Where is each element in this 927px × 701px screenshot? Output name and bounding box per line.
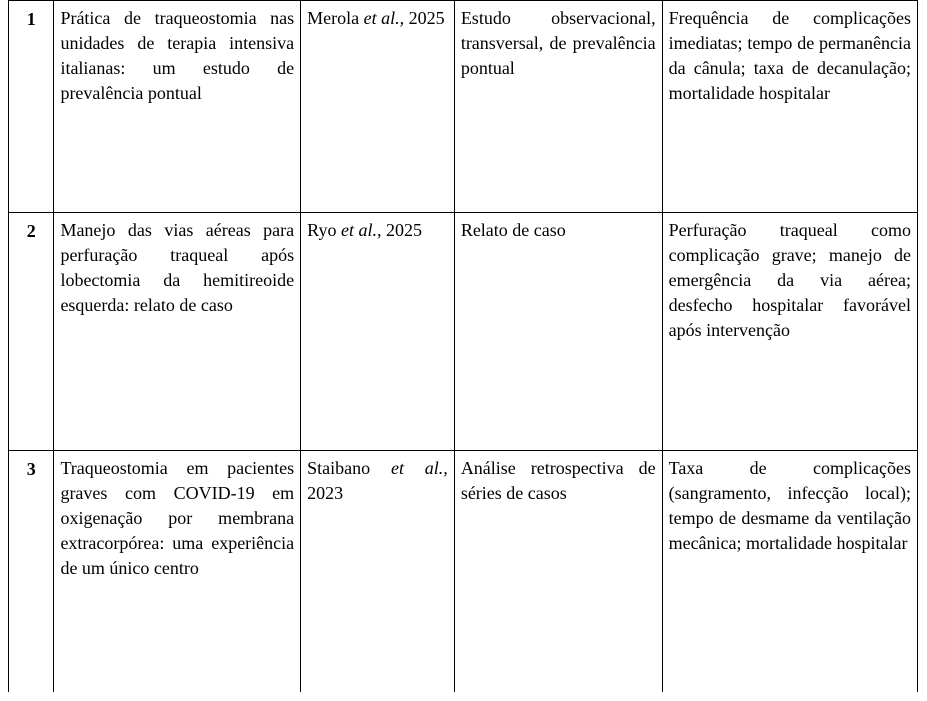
study-title: Manejo das vias aéreas para perfuração traqueal após lobectomia da hemitireoide esquerda: relato de caso xyxy=(54,213,301,451)
table-row xyxy=(9,1,918,213)
studies-table-wrapper xyxy=(8,0,918,692)
study-year: 2025 xyxy=(385,220,422,240)
study-outcomes: Taxa de complicações (sangramento, infecção local); tempo de desmame da ventilação mecânica; mortalidade hospitalar xyxy=(662,451,917,693)
author-name: Merola xyxy=(307,8,360,28)
study-design: Relato de caso xyxy=(454,213,662,451)
table-row xyxy=(9,213,918,451)
table-row xyxy=(9,451,918,693)
row-number: 3 xyxy=(9,451,54,693)
author-etal: et al., xyxy=(390,458,448,478)
study-title: Prática de traqueostomia nas unidades de terapia intensiva italianas: um estudo de prevalência pontual xyxy=(54,1,301,213)
study-author xyxy=(301,1,455,213)
row-number: 2 xyxy=(9,213,54,451)
study-design: Análise retrospectiva de séries de casos xyxy=(454,451,662,693)
study-year: 2023 xyxy=(307,483,344,503)
study-outcomes: Frequência de complicações imediatas; tempo de permanência da cânula; taxa de decanulação; mortalidade hospitalar xyxy=(662,1,917,213)
study-year: 2025 xyxy=(408,8,445,28)
row-number: 1 xyxy=(9,1,54,213)
author-etal: et al., xyxy=(363,8,405,28)
author-etal: et al., xyxy=(340,220,382,240)
study-outcomes: Perfuração traqueal como complicação grave; manejo de emergência da via aérea; desfecho hospitalar favorável após intervenção xyxy=(662,213,917,451)
study-author xyxy=(301,451,455,693)
author-name: Ryo xyxy=(307,220,337,240)
study-author xyxy=(301,213,455,451)
study-title: Traqueostomia em pacientes graves com COVID-19 em oxigenação por membrana extracorpórea: uma experiência de um único centro xyxy=(54,451,301,693)
author-name: Staibano xyxy=(307,458,371,478)
study-design: Estudo observacional, transversal, de prevalência pontual xyxy=(454,1,662,213)
studies-table xyxy=(8,0,918,692)
